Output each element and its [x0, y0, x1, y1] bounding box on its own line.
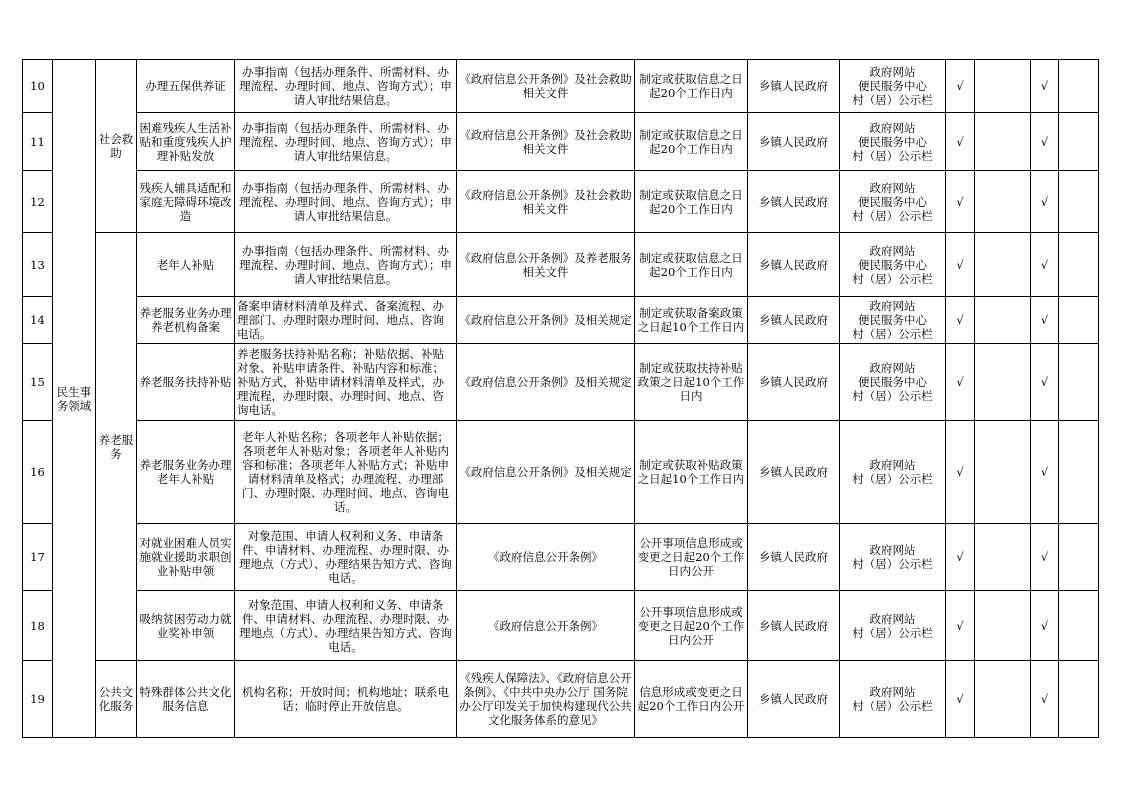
table-row: [23, 171, 1099, 233]
row-number: 13: [23, 233, 53, 297]
requirement-text: 备案申请材料清单及样式、备案流程、办理部门、办理时限办理时间、地点、咨询电话。: [235, 297, 457, 344]
empty-cell: [975, 60, 1031, 113]
requirement-text: 养老服务扶持补贴名称；补贴依据、补贴对象、补贴申请条件、补贴内容和标准；补贴方式，补贴申请材料清单及样式，办理流程，办理时限、办理时间、地点、咨询电话。: [235, 344, 457, 421]
check-mark: √: [946, 524, 975, 591]
basis-text: 《政府信息公开条例》及社会救助相关文件: [457, 171, 635, 233]
timeline-text: 制定或获取备案政策之日起10个工作日内: [635, 297, 748, 344]
row-number: 14: [23, 297, 53, 344]
requirement-text: 机构名称；开放时间；机构地址；联系电话；临时停止开放信息。: [235, 661, 457, 738]
responsible-body: 乡镇人民政府: [748, 421, 840, 524]
responsible-body: 乡镇人民政府: [748, 60, 840, 113]
empty-cell: [975, 171, 1031, 233]
channel: 村（居）公示栏: [852, 472, 933, 486]
check-mark: √: [946, 233, 975, 297]
check-mark: √: [1031, 60, 1059, 113]
check-mark: √: [946, 591, 975, 661]
empty-cell: [975, 233, 1031, 297]
channel: 便民服务中心: [858, 134, 927, 149]
channel: 政府网站: [869, 243, 916, 258]
check-mark: √: [946, 60, 975, 113]
channel: 政府网站: [869, 685, 916, 699]
requirement-text: 老年人补贴名称；各项老年人补贴依据；各项老年人补贴对象；各项老年人补贴内容和标准；各项老年人补贴方式；补贴申请材料清单及格式；办理流程、办理部门、办理时限、办理时间、地点、咨询电话。: [235, 421, 457, 524]
item-name: 老年人补贴: [137, 233, 235, 297]
responsible-body: 乡镇人民政府: [748, 113, 840, 171]
requirement-text: 办事指南（包括办理条件、所需材料、办理流程、办理时间、地点、咨询方式）；申请人审批结果信息。: [235, 233, 457, 297]
subdomain-elderly-cell: 养老服务: [96, 233, 137, 661]
item-name: 残疾人辅具适配和家庭无障碍环境改造: [137, 171, 235, 233]
check-mark: √: [1031, 344, 1059, 421]
table-row: [23, 421, 1099, 524]
check-mark: √: [1031, 297, 1059, 344]
empty-cell: [1059, 60, 1099, 113]
row-number: 18: [23, 591, 53, 661]
table-row: [23, 233, 1099, 297]
subdomain-culture-cell: 公共文化服务: [96, 661, 137, 738]
empty-cell: [1059, 113, 1099, 171]
empty-cell: [1059, 297, 1099, 344]
channel: 村（居）公示栏: [852, 389, 933, 403]
empty-cell: [975, 661, 1031, 738]
table-row: [23, 344, 1099, 421]
channels-cell: [840, 113, 946, 171]
requirement-text: 办事指南（包括办理条件、所需材料、办理流程、办理时间、地点、咨询方式）；申请人审批结果信息。: [235, 60, 457, 113]
item-name: 吸纳贫困劳动力就业奖补申领: [137, 591, 235, 661]
row-number: 17: [23, 524, 53, 591]
timeline-text: 制定或获取信息之日起20个工作日内: [635, 113, 748, 171]
channel: 村（居）公示栏: [852, 148, 933, 163]
timeline-text: 公开事项信息形成或变更之日起20个工作日内公开: [635, 591, 748, 661]
basis-text: 《政府信息公开条例》及社会救助相关文件: [457, 60, 635, 113]
table-row: [23, 591, 1099, 661]
channel: 村（居）公示栏: [852, 699, 933, 713]
responsible-body: 乡镇人民政府: [748, 297, 840, 344]
check-mark: √: [946, 661, 975, 738]
channels-cell: [840, 591, 946, 661]
check-mark: √: [946, 171, 975, 233]
channel: 政府网站: [869, 361, 916, 375]
empty-cell: [1059, 171, 1099, 233]
responsible-body: 乡镇人民政府: [748, 661, 840, 738]
empty-cell: [1059, 421, 1099, 524]
empty-cell: [975, 421, 1031, 524]
row-number: 19: [23, 661, 53, 738]
channel: 村（居）公示栏: [852, 271, 933, 286]
channel: 政府网站: [869, 299, 916, 313]
timeline-text: 制定或获取信息之日起20个工作日内: [635, 233, 748, 297]
timeline-text: 制定或获取信息之日起20个工作日内: [635, 171, 748, 233]
timeline-text: 制定或获取信息之日起20个工作日内: [635, 60, 748, 113]
channel: 村（居）公示栏: [852, 625, 933, 640]
channels-cell: [840, 60, 946, 113]
requirement-text: 办事指南（包括办理条件、所需材料、办理流程、办理时间、地点、咨询方式）；申请人审批结果信息。: [235, 113, 457, 171]
empty-cell: [1059, 524, 1099, 591]
channels-cell: [840, 344, 946, 421]
requirement-text: 对象范围、申请人权利和义务、申请条件、申请材料、办理流程、办理时限、办理地点（方式）、办理结果告知方式、咨询电话。: [235, 591, 457, 661]
responsible-body: 乡镇人民政府: [748, 344, 840, 421]
table-row: [23, 661, 1099, 738]
basis-text: 《政府信息公开条例》: [457, 591, 635, 661]
timeline-text: 制定或获取补贴政策之日起10个工作日内: [635, 421, 748, 524]
item-name: 对就业困难人员实施就业援助求职创业补贴申领: [137, 524, 235, 591]
channel: 政府网站: [869, 543, 916, 557]
check-mark: √: [946, 344, 975, 421]
disclosure-table: [22, 59, 1099, 738]
table-row: [23, 297, 1099, 344]
channels-cell: [840, 421, 946, 524]
responsible-body: 乡镇人民政府: [748, 233, 840, 297]
empty-cell: [975, 591, 1031, 661]
channel: 便民服务中心: [858, 79, 927, 93]
channel: 便民服务中心: [858, 257, 927, 272]
channel: 政府网站: [869, 458, 916, 472]
channel: 村（居）公示栏: [852, 327, 933, 341]
check-mark: √: [946, 113, 975, 171]
row-number: 12: [23, 171, 53, 233]
empty-cell: [975, 344, 1031, 421]
timeline-text: 制定或获取扶持补贴政策之日起10个工作日内: [635, 344, 748, 421]
channels-cell: [840, 297, 946, 344]
channels-cell: [840, 661, 946, 738]
channel: 政府网站: [869, 180, 916, 195]
channel: 政府网站: [869, 120, 916, 135]
channel: 便民服务中心: [858, 194, 927, 209]
channel: 村（居）公示栏: [852, 208, 933, 223]
item-name: 困难残疾人生活补贴和重度残疾人护理补贴发放: [137, 113, 235, 171]
channels-cell: [840, 524, 946, 591]
empty-cell: [975, 524, 1031, 591]
channel: 政府网站: [869, 65, 916, 79]
item-name: 办理五保供养证: [137, 60, 235, 113]
row-number: 15: [23, 344, 53, 421]
check-mark: √: [946, 297, 975, 344]
empty-cell: [1059, 344, 1099, 421]
check-mark: √: [1031, 661, 1059, 738]
check-mark: √: [1031, 113, 1059, 171]
responsible-body: 乡镇人民政府: [748, 171, 840, 233]
channel: 便民服务中心: [858, 313, 927, 327]
basis-text: 《政府信息公开条例》及社会救助相关文件: [457, 113, 635, 171]
check-mark: √: [1031, 171, 1059, 233]
table-row: [23, 524, 1099, 591]
channels-cell: [840, 233, 946, 297]
empty-cell: [975, 113, 1031, 171]
empty-cell: [975, 297, 1031, 344]
item-name: 养老服务业务办理养老机构备案: [137, 297, 235, 344]
timeline-text: 公开事项信息形成或变更之日起20个工作日内公开: [635, 524, 748, 591]
row-number: 10: [23, 60, 53, 113]
empty-cell: [1059, 661, 1099, 738]
basis-text: 《政府信息公开条例》及相关规定: [457, 421, 635, 524]
requirement-text: 对象范围、申请人权利和义务、申请条件、申请材料、办理流程、办理时限、办理地点（方式）、办理结果告知方式、咨询电话。: [235, 524, 457, 591]
check-mark: √: [946, 421, 975, 524]
responsible-body: 乡镇人民政府: [748, 524, 840, 591]
empty-cell: [1059, 233, 1099, 297]
check-mark: √: [1031, 421, 1059, 524]
check-mark: √: [1031, 233, 1059, 297]
empty-cell: [1059, 591, 1099, 661]
requirement-text: 办事指南（包括办理条件、所需材料、办理流程、办理时间、地点、咨询方式）；申请人审批结果信息。: [235, 171, 457, 233]
table-row: [23, 113, 1099, 171]
responsible-body: 乡镇人民政府: [748, 591, 840, 661]
table-row: [23, 60, 1099, 113]
channel: 便民服务中心: [858, 375, 927, 389]
timeline-text: 信息形成或变更之日起20个工作日内公开: [635, 661, 748, 738]
channels-cell: [840, 171, 946, 233]
check-mark: √: [1031, 524, 1059, 591]
channel: 村（居）公示栏: [852, 557, 933, 571]
basis-text: 《政府信息公开条例》及相关规定: [457, 344, 635, 421]
item-name: 养老服务扶持补贴: [137, 344, 235, 421]
channel: 政府网站: [869, 611, 916, 626]
check-mark: √: [1031, 591, 1059, 661]
row-number: 11: [23, 113, 53, 171]
basis-text: 《政府信息公开条例》及相关规定: [457, 297, 635, 344]
item-name: 养老服务业务办理老年人补贴: [137, 421, 235, 524]
channel: 村（居）公示栏: [852, 93, 933, 107]
basis-text: 《政府信息公开条例》: [457, 524, 635, 591]
domain-cell: 民生事务领域: [53, 60, 96, 738]
item-name: 特殊群体公共文化服务信息: [137, 661, 235, 738]
row-number: 16: [23, 421, 53, 524]
basis-text: 《政府信息公开条例》及养老服务相关文件: [457, 233, 635, 297]
subdomain-social-cell: 社会救助: [96, 60, 137, 233]
basis-text: 《残疾人保障法》、《政府信息公开条例》、《中共中央办公厅 国务院办公厅印发关于加快构建现代公共文化服务体系的意见》: [457, 661, 635, 738]
